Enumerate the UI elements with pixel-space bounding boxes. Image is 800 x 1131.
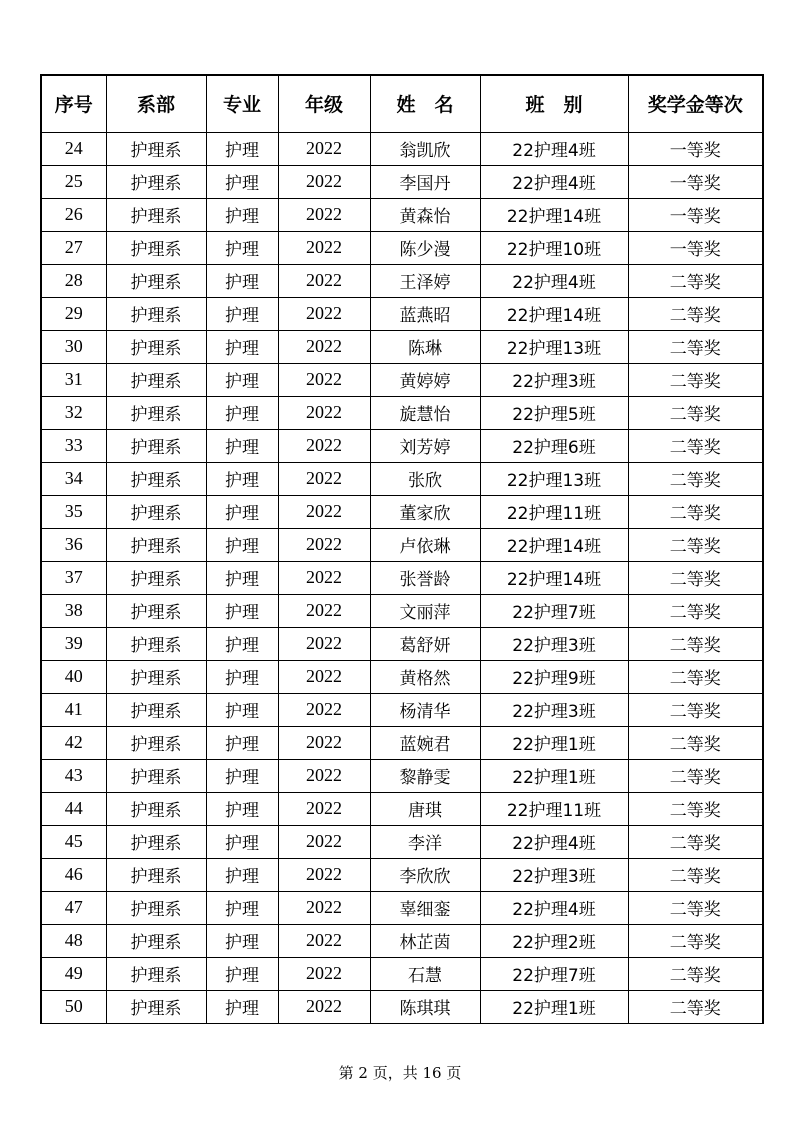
major-cell: 护理: [206, 726, 278, 759]
student-name-cell: 陈琪琪: [370, 990, 480, 1023]
student-name-cell: 张欣: [370, 462, 480, 495]
grade-cell: 2022: [278, 858, 370, 891]
class-cell: 22护理3班: [480, 858, 628, 891]
index-cell: 50: [41, 990, 106, 1023]
department-cell: 护理系: [106, 231, 206, 264]
major-cell: 护理: [206, 594, 278, 627]
table-row: [41, 297, 763, 330]
index-cell: 28: [41, 264, 106, 297]
student-name-cell: 石慧: [370, 957, 480, 990]
index-cell: 24: [41, 132, 106, 165]
award-level-cell: 一等奖: [628, 198, 763, 231]
major-cell: 护理: [206, 429, 278, 462]
award-level-cell: 二等奖: [628, 264, 763, 297]
student-name-cell: 黄婷婷: [370, 363, 480, 396]
student-name-cell: 李国丹: [370, 165, 480, 198]
grade-cell: 2022: [278, 198, 370, 231]
table-row: [41, 165, 763, 198]
col-name-header: 姓 名: [370, 75, 480, 132]
department-cell: 护理系: [106, 363, 206, 396]
award-level-cell: 二等奖: [628, 297, 763, 330]
award-level-cell: 一等奖: [628, 231, 763, 264]
student-name-cell: 黄森怡: [370, 198, 480, 231]
major-cell: 护理: [206, 528, 278, 561]
table-row: [41, 660, 763, 693]
table-row: [41, 759, 763, 792]
index-cell: 45: [41, 825, 106, 858]
table-row: [41, 693, 763, 726]
award-level-cell: 二等奖: [628, 726, 763, 759]
student-name-cell: 旋慧怡: [370, 396, 480, 429]
award-level-cell: 二等奖: [628, 528, 763, 561]
class-cell: 22护理4班: [480, 891, 628, 924]
major-cell: 护理: [206, 792, 278, 825]
department-cell: 护理系: [106, 132, 206, 165]
index-cell: 49: [41, 957, 106, 990]
table-row: [41, 561, 763, 594]
index-cell: 32: [41, 396, 106, 429]
scholarship-list-table-container: [40, 74, 762, 1024]
class-cell: 22护理11班: [480, 792, 628, 825]
table-row: [41, 264, 763, 297]
department-cell: 护理系: [106, 957, 206, 990]
student-name-cell: 唐琪: [370, 792, 480, 825]
index-cell: 44: [41, 792, 106, 825]
department-cell: 护理系: [106, 495, 206, 528]
index-cell: 36: [41, 528, 106, 561]
class-cell: 22护理4班: [480, 132, 628, 165]
department-cell: 护理系: [106, 693, 206, 726]
index-cell: 41: [41, 693, 106, 726]
award-level-cell: 二等奖: [628, 990, 763, 1023]
grade-cell: 2022: [278, 726, 370, 759]
major-cell: 护理: [206, 264, 278, 297]
department-cell: 护理系: [106, 429, 206, 462]
student-name-cell: 李欣欣: [370, 858, 480, 891]
award-level-cell: 二等奖: [628, 627, 763, 660]
major-cell: 护理: [206, 990, 278, 1023]
class-cell: 22护理14班: [480, 561, 628, 594]
student-name-cell: 蓝燕昭: [370, 297, 480, 330]
award-level-cell: 二等奖: [628, 363, 763, 396]
department-cell: 护理系: [106, 924, 206, 957]
major-cell: 护理: [206, 858, 278, 891]
table-row: [41, 429, 763, 462]
major-cell: 护理: [206, 462, 278, 495]
grade-cell: 2022: [278, 165, 370, 198]
award-level-cell: 二等奖: [628, 693, 763, 726]
student-name-cell: 卢依琳: [370, 528, 480, 561]
student-name-cell: 翁凯欣: [370, 132, 480, 165]
index-cell: 33: [41, 429, 106, 462]
department-cell: 护理系: [106, 528, 206, 561]
col-index-header: 序号: [41, 75, 106, 132]
student-name-cell: 葛舒妍: [370, 627, 480, 660]
class-cell: 22护理2班: [480, 924, 628, 957]
index-cell: 47: [41, 891, 106, 924]
index-cell: 35: [41, 495, 106, 528]
student-name-cell: 李洋: [370, 825, 480, 858]
major-cell: 护理: [206, 330, 278, 363]
class-cell: 22护理4班: [480, 165, 628, 198]
department-cell: 护理系: [106, 594, 206, 627]
table-row: [41, 462, 763, 495]
index-cell: 46: [41, 858, 106, 891]
grade-cell: 2022: [278, 660, 370, 693]
award-level-cell: 二等奖: [628, 495, 763, 528]
index-cell: 38: [41, 594, 106, 627]
grade-cell: 2022: [278, 264, 370, 297]
grade-cell: 2022: [278, 495, 370, 528]
grade-cell: 2022: [278, 759, 370, 792]
index-cell: 43: [41, 759, 106, 792]
index-cell: 42: [41, 726, 106, 759]
table-row: [41, 495, 763, 528]
department-cell: 护理系: [106, 792, 206, 825]
award-level-cell: 二等奖: [628, 462, 763, 495]
table-row: [41, 825, 763, 858]
award-level-cell: 二等奖: [628, 792, 763, 825]
class-cell: 22护理13班: [480, 330, 628, 363]
major-cell: 护理: [206, 396, 278, 429]
col-department-header: 系部: [106, 75, 206, 132]
grade-cell: 2022: [278, 594, 370, 627]
major-cell: 护理: [206, 561, 278, 594]
student-name-cell: 王泽婷: [370, 264, 480, 297]
class-cell: 22护理1班: [480, 726, 628, 759]
header-row: [41, 75, 763, 132]
class-cell: 22护理13班: [480, 462, 628, 495]
grade-cell: 2022: [278, 561, 370, 594]
department-cell: 护理系: [106, 660, 206, 693]
grade-cell: 2022: [278, 396, 370, 429]
award-level-cell: 二等奖: [628, 825, 763, 858]
major-cell: 护理: [206, 825, 278, 858]
index-cell: 29: [41, 297, 106, 330]
department-cell: 护理系: [106, 561, 206, 594]
major-cell: 护理: [206, 297, 278, 330]
major-cell: 护理: [206, 957, 278, 990]
major-cell: 护理: [206, 165, 278, 198]
table-row: [41, 132, 763, 165]
grade-cell: 2022: [278, 528, 370, 561]
class-cell: 22护理14班: [480, 198, 628, 231]
index-cell: 34: [41, 462, 106, 495]
index-cell: 26: [41, 198, 106, 231]
department-cell: 护理系: [106, 759, 206, 792]
grade-cell: 2022: [278, 924, 370, 957]
award-level-cell: 一等奖: [628, 165, 763, 198]
class-cell: 22护理9班: [480, 660, 628, 693]
grade-cell: 2022: [278, 891, 370, 924]
index-cell: 25: [41, 165, 106, 198]
major-cell: 护理: [206, 198, 278, 231]
department-cell: 护理系: [106, 462, 206, 495]
student-name-cell: 张誉龄: [370, 561, 480, 594]
class-cell: 22护理6班: [480, 429, 628, 462]
class-cell: 22护理5班: [480, 396, 628, 429]
grade-cell: 2022: [278, 462, 370, 495]
index-cell: 37: [41, 561, 106, 594]
major-cell: 护理: [206, 759, 278, 792]
department-cell: 护理系: [106, 891, 206, 924]
department-cell: 护理系: [106, 165, 206, 198]
student-name-cell: 黎静雯: [370, 759, 480, 792]
department-cell: 护理系: [106, 330, 206, 363]
student-name-cell: 董家欣: [370, 495, 480, 528]
department-cell: 护理系: [106, 396, 206, 429]
table-row: [41, 330, 763, 363]
award-level-cell: 二等奖: [628, 561, 763, 594]
major-cell: 护理: [206, 924, 278, 957]
grade-cell: 2022: [278, 297, 370, 330]
major-cell: 护理: [206, 660, 278, 693]
major-cell: 护理: [206, 231, 278, 264]
grade-cell: 2022: [278, 627, 370, 660]
class-cell: 22护理3班: [480, 363, 628, 396]
grade-cell: 2022: [278, 825, 370, 858]
major-cell: 护理: [206, 891, 278, 924]
student-name-cell: 蓝婉君: [370, 726, 480, 759]
grade-cell: 2022: [278, 330, 370, 363]
award-level-cell: 二等奖: [628, 396, 763, 429]
grade-cell: 2022: [278, 132, 370, 165]
grade-cell: 2022: [278, 429, 370, 462]
class-cell: 22护理10班: [480, 231, 628, 264]
student-name-cell: 陈琳: [370, 330, 480, 363]
department-cell: 护理系: [106, 858, 206, 891]
student-name-cell: 杨清华: [370, 693, 480, 726]
department-cell: 护理系: [106, 264, 206, 297]
table-row: [41, 528, 763, 561]
department-cell: 护理系: [106, 825, 206, 858]
award-level-cell: 二等奖: [628, 858, 763, 891]
col-award-header: 奖学金等次: [628, 75, 763, 132]
student-name-cell: 文丽萍: [370, 594, 480, 627]
student-name-cell: 黄格然: [370, 660, 480, 693]
table-body: [41, 132, 763, 1023]
student-name-cell: 陈少漫: [370, 231, 480, 264]
class-cell: 22护理4班: [480, 264, 628, 297]
grade-cell: 2022: [278, 792, 370, 825]
class-cell: 22护理14班: [480, 528, 628, 561]
major-cell: 护理: [206, 132, 278, 165]
department-cell: 护理系: [106, 726, 206, 759]
table-row: [41, 627, 763, 660]
major-cell: 护理: [206, 495, 278, 528]
major-cell: 护理: [206, 693, 278, 726]
index-cell: 40: [41, 660, 106, 693]
award-level-cell: 二等奖: [628, 957, 763, 990]
department-cell: 护理系: [106, 198, 206, 231]
class-cell: 22护理11班: [480, 495, 628, 528]
student-name-cell: 辜细銮: [370, 891, 480, 924]
grade-cell: 2022: [278, 957, 370, 990]
scholarship-list-table: [40, 74, 764, 1024]
award-level-cell: 一等奖: [628, 132, 763, 165]
class-cell: 22护理1班: [480, 759, 628, 792]
grade-cell: 2022: [278, 990, 370, 1023]
index-cell: 27: [41, 231, 106, 264]
class-cell: 22护理7班: [480, 594, 628, 627]
index-cell: 48: [41, 924, 106, 957]
grade-cell: 2022: [278, 231, 370, 264]
table-row: [41, 792, 763, 825]
department-cell: 护理系: [106, 627, 206, 660]
table-row: [41, 726, 763, 759]
table-row: [41, 858, 763, 891]
award-level-cell: 二等奖: [628, 660, 763, 693]
student-name-cell: 林芷茵: [370, 924, 480, 957]
award-level-cell: 二等奖: [628, 330, 763, 363]
class-cell: 22护理14班: [480, 297, 628, 330]
col-class-header: 班 别: [480, 75, 628, 132]
table-row: [41, 231, 763, 264]
department-cell: 护理系: [106, 990, 206, 1023]
table-row: [41, 198, 763, 231]
col-grade-header: 年级: [278, 75, 370, 132]
table-row: [41, 891, 763, 924]
table-row: [41, 990, 763, 1023]
grade-cell: 2022: [278, 693, 370, 726]
index-cell: 39: [41, 627, 106, 660]
award-level-cell: 二等奖: [628, 891, 763, 924]
class-cell: 22护理3班: [480, 693, 628, 726]
class-cell: 22护理4班: [480, 825, 628, 858]
index-cell: 30: [41, 330, 106, 363]
col-major-header: 专业: [206, 75, 278, 132]
class-cell: 22护理1班: [480, 990, 628, 1023]
grade-cell: 2022: [278, 363, 370, 396]
page-footer: 第 2 页，共 16 页: [338, 1064, 462, 1082]
table-row: [41, 594, 763, 627]
award-level-cell: 二等奖: [628, 924, 763, 957]
award-level-cell: 二等奖: [628, 759, 763, 792]
major-cell: 护理: [206, 363, 278, 396]
award-level-cell: 二等奖: [628, 594, 763, 627]
table-row: [41, 363, 763, 396]
student-name-cell: 刘芳婷: [370, 429, 480, 462]
table-row: [41, 396, 763, 429]
table-row: [41, 957, 763, 990]
award-level-cell: 二等奖: [628, 429, 763, 462]
department-cell: 护理系: [106, 297, 206, 330]
index-cell: 31: [41, 363, 106, 396]
table-header: [41, 75, 763, 132]
table-row: [41, 924, 763, 957]
class-cell: 22护理3班: [480, 627, 628, 660]
major-cell: 护理: [206, 627, 278, 660]
class-cell: 22护理7班: [480, 957, 628, 990]
